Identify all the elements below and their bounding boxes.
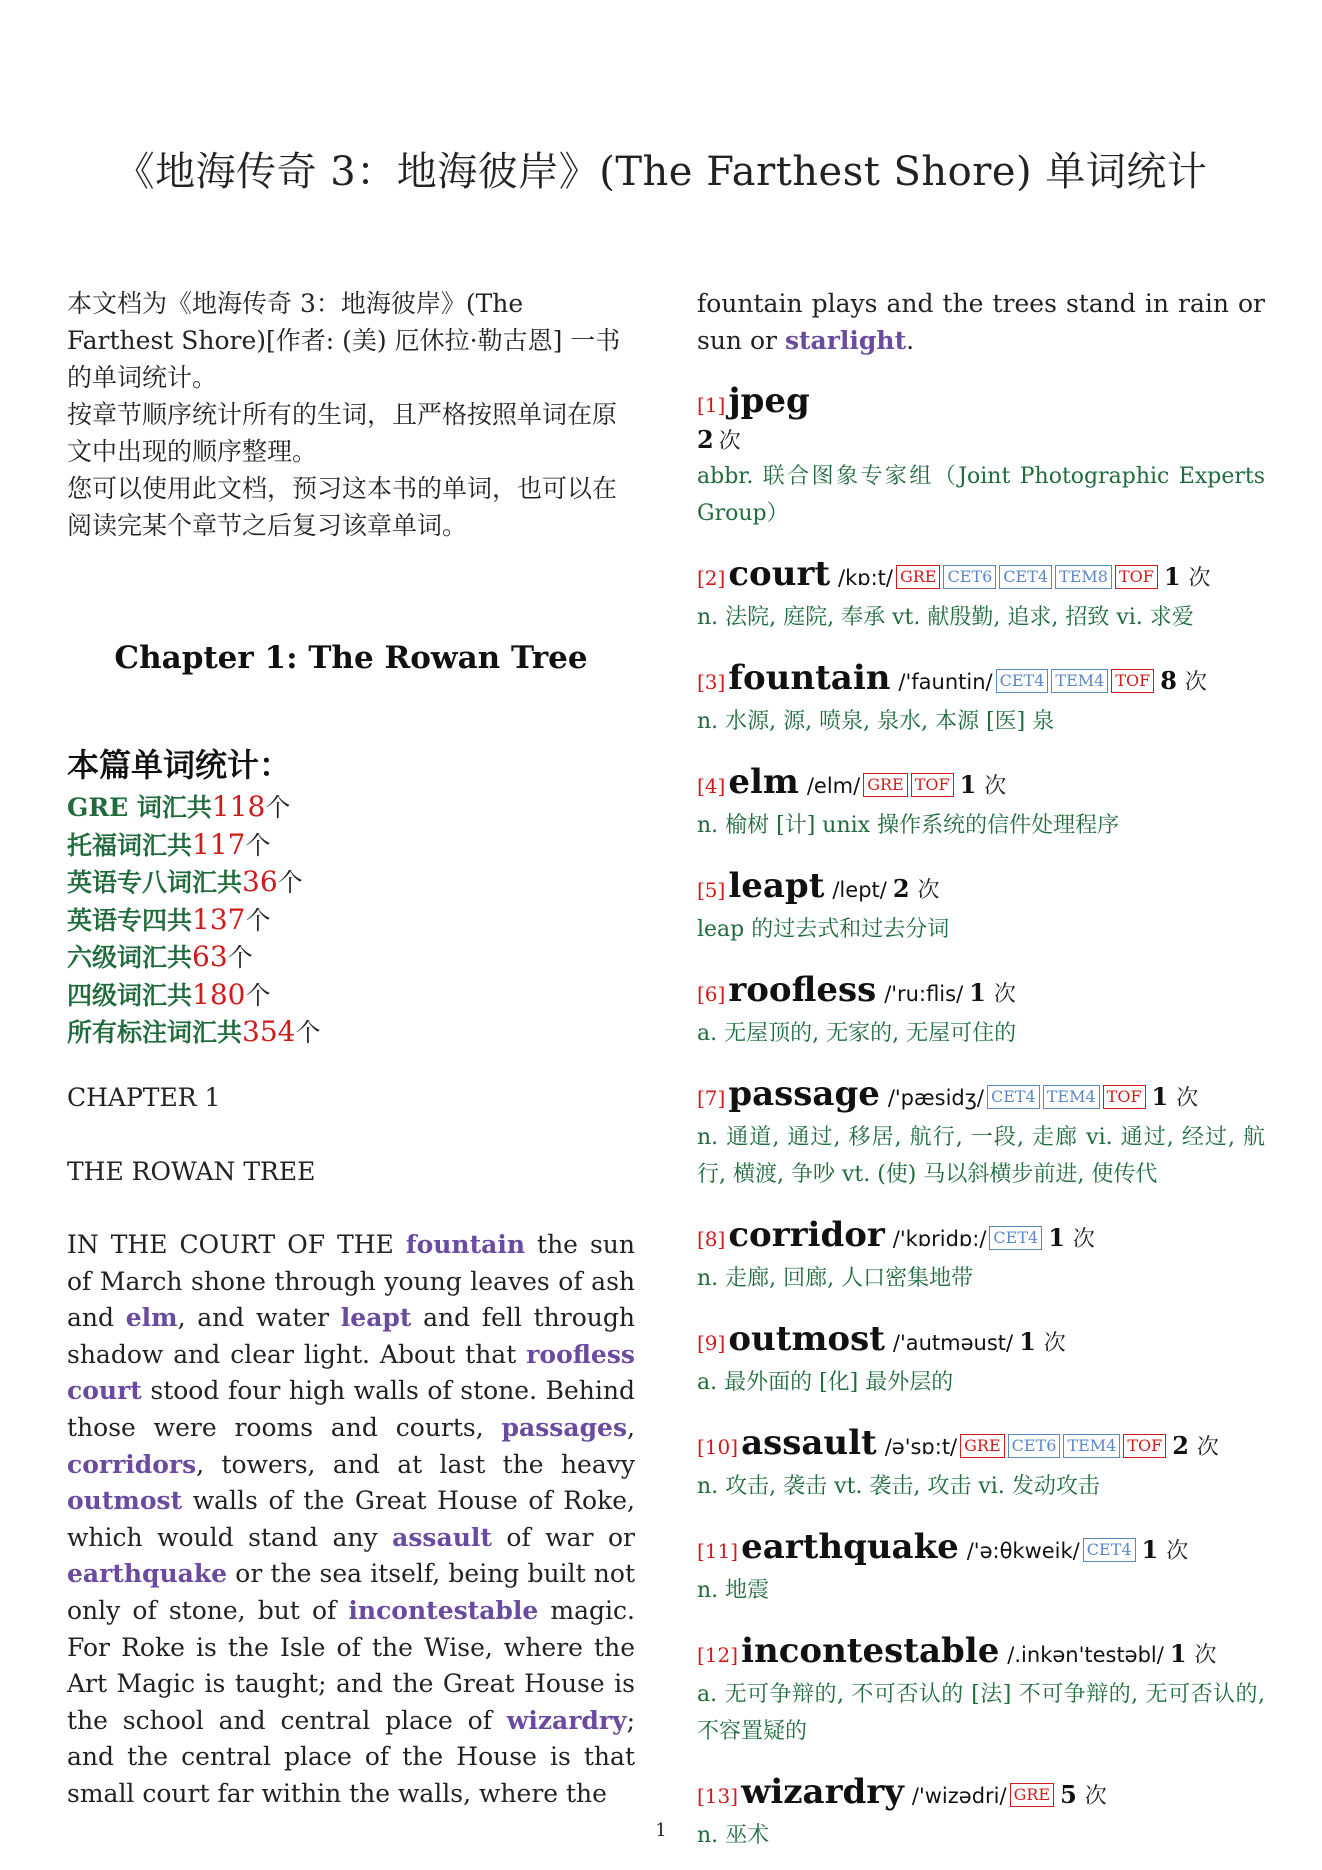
highlighted-word: roofless bbox=[526, 1339, 635, 1369]
exam-tag: CET4 bbox=[987, 1085, 1040, 1109]
exam-tag: TOF bbox=[1115, 565, 1158, 589]
chapter-title: THE ROWAN TREE bbox=[67, 1157, 316, 1186]
stat-label: 英语专四共 bbox=[67, 905, 193, 935]
entry-phonetic: /'kɒridɒ:/ bbox=[892, 1227, 987, 1251]
exam-tag: TOF bbox=[1123, 1434, 1166, 1458]
entry-phonetic: /'wizədri/ bbox=[911, 1784, 1007, 1808]
stat-label: 所有标注词汇共 bbox=[67, 1018, 243, 1047]
vocab-entry bbox=[697, 381, 1265, 532]
count-value: 1 bbox=[1151, 1082, 1169, 1111]
vocab-entry-head bbox=[697, 1074, 1265, 1119]
entry-index: [8] bbox=[697, 1227, 726, 1251]
stat-value: 117 bbox=[192, 827, 246, 861]
chapter-heading: Chapter 1: The Rowan Tree bbox=[114, 640, 588, 676]
stat-line bbox=[67, 789, 635, 827]
vocab-entry-head bbox=[697, 970, 1265, 1015]
count-unit: 次 bbox=[1196, 1435, 1219, 1460]
exam-tag: CET6 bbox=[943, 565, 996, 589]
intro-paragraph: 您可以使用此文档，预习这本书的单词，也可以在阅读完某个章节之后复习该章单词。 bbox=[67, 474, 618, 540]
vocab-entry bbox=[697, 762, 1265, 844]
vocab-entry-head bbox=[697, 1319, 1265, 1364]
page-number: 1 bbox=[655, 1820, 667, 1841]
vocab-entry bbox=[697, 658, 1265, 740]
exam-tag: GRE bbox=[1010, 1783, 1055, 1807]
entry-definition: n. 通道, 通过, 移居, 航行, 一段, 走廊 vi. 通过, 经过, 航行, 横渡, 争吵 vt. (使) 马以斜横步前进, 使传代 bbox=[697, 1125, 1265, 1187]
vocab-entry bbox=[697, 1631, 1265, 1750]
highlighted-word: court bbox=[67, 1376, 142, 1406]
highlighted-word: wizardry bbox=[506, 1705, 627, 1735]
entry-index: [5] bbox=[697, 878, 726, 902]
vocab-column bbox=[697, 285, 1265, 1854]
entry-index: [3] bbox=[697, 670, 726, 694]
entry-word: earthquake bbox=[741, 1527, 959, 1567]
entry-count bbox=[1166, 1431, 1219, 1460]
count-value: 1 bbox=[1169, 1639, 1187, 1668]
stat-label: 六级词汇共 bbox=[67, 943, 193, 972]
entry-index: [12] bbox=[697, 1643, 739, 1667]
stat-value: 137 bbox=[192, 902, 246, 936]
stat-value: 63 bbox=[192, 940, 228, 973]
count-unit: 次 bbox=[1084, 1784, 1107, 1809]
entry-count-line bbox=[697, 425, 1265, 458]
intro-paragraph: 本文档为《地海传奇 3：地海彼岸》(The Farthest Shore)[作者: (美) 厄休拉·勒古恩] 一书的单词统计。 bbox=[67, 289, 621, 392]
entry-count bbox=[1136, 1535, 1189, 1564]
stats-heading: 本篇单词统计： bbox=[67, 746, 292, 784]
entry-definition: a. 最外面的 [化] 最外层的 bbox=[697, 1370, 954, 1395]
count-unit: 次 bbox=[1166, 1539, 1189, 1564]
intro-paragraph: 按章节顺序统计所有的生词，且严格按照单词在原文中出现的顺序整理。 bbox=[67, 400, 618, 466]
count-unit: 次 bbox=[1188, 566, 1211, 591]
exam-tag: TOF bbox=[911, 773, 954, 797]
entry-count bbox=[697, 425, 741, 454]
chapter-label: CHAPTER 1 bbox=[67, 1083, 221, 1112]
entry-index: [2] bbox=[697, 566, 726, 590]
entry-phonetic: /kɒ:t/ bbox=[838, 566, 893, 590]
vocab-entry bbox=[697, 970, 1265, 1052]
vocab-entry bbox=[697, 866, 1265, 948]
count-unit: 次 bbox=[1184, 670, 1207, 695]
entry-word: assault bbox=[741, 1423, 877, 1463]
entry-count bbox=[1164, 1639, 1217, 1668]
entry-phonetic: /'autməust/ bbox=[892, 1331, 1014, 1355]
entry-word: fountain bbox=[728, 658, 891, 698]
highlighted-word: leapt bbox=[340, 1303, 412, 1333]
exam-tag: GRE bbox=[863, 773, 908, 797]
entry-phonetic: /lept/ bbox=[832, 878, 887, 902]
highlighted-word: outmost bbox=[67, 1486, 183, 1516]
entry-phonetic: /ə'sɒ:t/ bbox=[884, 1435, 958, 1459]
highlighted-word: assault bbox=[392, 1522, 492, 1552]
highlighted-word: incontestable bbox=[348, 1595, 539, 1625]
entry-count bbox=[1158, 562, 1211, 591]
count-unit: 次 bbox=[718, 429, 741, 454]
count-unit: 次 bbox=[917, 878, 940, 903]
entry-phonetic: /'fauntin/ bbox=[898, 670, 993, 694]
highlighted-word: elm bbox=[125, 1303, 178, 1333]
exam-tag: TOF bbox=[1103, 1085, 1146, 1109]
entry-definition: n. 法院, 庭院, 奉承 vt. 献殷勤, 追求, 招致 vi. 求爱 bbox=[697, 605, 1194, 630]
stat-label: 英语专八词汇共 bbox=[67, 868, 243, 897]
count-unit: 次 bbox=[1194, 1643, 1217, 1668]
entry-index: [13] bbox=[697, 1784, 739, 1808]
entry-count bbox=[963, 978, 1016, 1007]
vocab-entry-head bbox=[697, 762, 1265, 807]
count-value: 1 bbox=[959, 770, 977, 799]
entry-count bbox=[887, 874, 940, 903]
entry-definition: n. 巫术 bbox=[697, 1823, 770, 1848]
vocab-entry-head bbox=[697, 658, 1265, 703]
count-value: 2 bbox=[892, 874, 910, 903]
entry-definition: leap 的过去式和过去分词 bbox=[697, 917, 950, 942]
stat-label: 托福词汇共 bbox=[67, 830, 193, 860]
stat-line bbox=[67, 1014, 635, 1052]
count-unit: 次 bbox=[1043, 1331, 1066, 1356]
count-unit: 次 bbox=[1176, 1086, 1199, 1111]
entry-count bbox=[1054, 1780, 1107, 1809]
chapter-body-text: IN THE COURT OF THE fountain the sun of March shone through young leaves of ash and elm, and water leapt and fell through shadow and clear light. About that roofless court stood four high walls of stone. Behind those were rooms and courts, passages, corridors, towers, and at last the heavy outmost walls of the Great House of Roke, which would stand any assault of war or earthquake or the sea itself, being built not only of stone, but of incontestable magic. For Roke is the Isle of the Wise, where the Art Magic is taught; and the Great House is the school and central place of wizardry; and the central place of the House is that small court far within the walls, where the bbox=[67, 1230, 635, 1808]
highlighted-word: corridors bbox=[67, 1449, 197, 1479]
count-unit: 次 bbox=[984, 774, 1007, 799]
entry-word: elm bbox=[728, 762, 799, 802]
highlighted-word: earthquake bbox=[67, 1559, 228, 1589]
vocab-entry bbox=[697, 1772, 1265, 1854]
entry-definition: n. 地震 bbox=[697, 1578, 770, 1603]
vocab-entry-head bbox=[697, 866, 1265, 911]
entry-definition: n. 走廊, 回廊, 人口密集地带 bbox=[697, 1266, 974, 1291]
stats-list bbox=[67, 789, 635, 1052]
entry-index: [6] bbox=[697, 982, 726, 1006]
vocab-entry bbox=[697, 1527, 1265, 1609]
entry-definition: n. 榆树 [计] unix 操作系统的信件处理程序 bbox=[697, 813, 1120, 838]
count-value: 5 bbox=[1060, 1780, 1077, 1809]
entry-word: outmost bbox=[728, 1319, 885, 1359]
entry-phonetic: /.inkən'testəbl/ bbox=[1007, 1643, 1164, 1667]
entry-phonetic: /'pæsidʒ/ bbox=[887, 1086, 984, 1110]
entry-phonetic: /'ru:flis/ bbox=[884, 982, 964, 1006]
exam-tag: TEM4 bbox=[1063, 1434, 1120, 1458]
body-continuation: fountain plays and the trees stand in rain or sun or starlight. bbox=[697, 289, 1265, 355]
vocab-entry-head bbox=[697, 1772, 1265, 1817]
exam-tag: TEM4 bbox=[1051, 669, 1108, 693]
vocab-entry bbox=[697, 1074, 1265, 1193]
vocab-list bbox=[697, 381, 1265, 1854]
count-value: 8 bbox=[1160, 666, 1177, 695]
exam-tag: CET4 bbox=[989, 1226, 1042, 1250]
vocab-entry bbox=[697, 1215, 1265, 1297]
count-unit: 次 bbox=[993, 982, 1016, 1007]
entry-word: passage bbox=[728, 1074, 880, 1114]
stat-unit: 个 bbox=[265, 793, 291, 822]
stat-value: 118 bbox=[211, 790, 266, 823]
vocab-entry-head bbox=[697, 1215, 1265, 1260]
stat-label: GRE 词汇共 bbox=[67, 793, 212, 822]
entry-word: court bbox=[728, 554, 831, 594]
stat-unit: 个 bbox=[295, 1018, 321, 1047]
count-value: 2 bbox=[1172, 1431, 1189, 1460]
stat-label: 四级词汇共 bbox=[67, 980, 193, 1010]
entry-word: wizardry bbox=[741, 1772, 904, 1812]
entry-word: jpeg bbox=[728, 381, 810, 421]
entry-word: roofless bbox=[728, 970, 877, 1010]
count-value: 1 bbox=[1163, 562, 1181, 591]
intro-section bbox=[67, 285, 635, 544]
highlighted-word: starlight bbox=[784, 326, 907, 355]
word-stats bbox=[67, 745, 635, 1052]
entry-phonetic: /'ə:θkweik/ bbox=[966, 1539, 1080, 1563]
vocab-entry-head bbox=[697, 381, 1265, 425]
entry-count bbox=[1042, 1223, 1095, 1252]
exam-tag: GRE bbox=[896, 565, 941, 589]
stat-line bbox=[67, 939, 635, 977]
highlighted-word: passages bbox=[501, 1412, 628, 1442]
entry-index: [7] bbox=[697, 1086, 726, 1110]
entry-word: corridor bbox=[728, 1215, 885, 1255]
entry-count bbox=[1146, 1082, 1199, 1111]
stat-line bbox=[67, 977, 635, 1015]
exam-tag: CET4 bbox=[996, 669, 1049, 693]
exam-tag: GRE bbox=[960, 1434, 1005, 1458]
stat-unit: 个 bbox=[245, 830, 271, 860]
entry-definition: a. 无屋顶的, 无家的, 无屋可住的 bbox=[697, 1021, 1017, 1046]
entry-index: [10] bbox=[697, 1435, 739, 1459]
vocab-entry bbox=[697, 1423, 1265, 1505]
vocab-entry-head bbox=[697, 1527, 1265, 1572]
count-value: 1 bbox=[1048, 1223, 1065, 1252]
stat-unit: 个 bbox=[277, 868, 303, 897]
vocab-entry bbox=[697, 1319, 1265, 1401]
stat-line bbox=[67, 827, 635, 865]
stat-unit: 个 bbox=[227, 943, 253, 972]
entry-count bbox=[954, 770, 1007, 799]
stat-unit: 个 bbox=[245, 980, 271, 1010]
exam-tag: CET4 bbox=[1083, 1538, 1136, 1562]
entry-definition: abbr. 联合图象专家组（Joint Photographic Experts Group） bbox=[697, 464, 1265, 526]
count-value: 1 bbox=[969, 978, 986, 1007]
stat-line bbox=[67, 902, 635, 940]
vocab-entry-head bbox=[697, 1423, 1265, 1468]
entry-definition: n. 攻击, 袭击 vt. 袭击, 攻击 vi. 发动攻击 bbox=[697, 1474, 1100, 1499]
entry-definition: a. 无可争辩的, 不可否认的 [法] 不可争辩的, 无可否认的, 不容置疑的 bbox=[697, 1682, 1265, 1744]
entry-index: [4] bbox=[697, 774, 726, 798]
entry-word: leapt bbox=[728, 866, 825, 906]
highlighted-word: fountain bbox=[405, 1230, 526, 1259]
vocab-entry bbox=[697, 554, 1265, 636]
exam-tag: CET4 bbox=[999, 565, 1052, 589]
stat-value: 36 bbox=[242, 865, 278, 898]
exam-tag: TOF bbox=[1111, 669, 1154, 693]
entry-count bbox=[1154, 666, 1207, 695]
entry-index: [11] bbox=[697, 1539, 739, 1563]
count-value: 1 bbox=[1141, 1535, 1159, 1564]
stat-line bbox=[67, 864, 635, 902]
vocab-entry-head bbox=[697, 554, 1265, 599]
count-value: 1 bbox=[1019, 1327, 1036, 1356]
entry-index: [1] bbox=[697, 393, 726, 417]
entry-phonetic: /elm/ bbox=[806, 774, 861, 798]
exam-tag: TEM4 bbox=[1043, 1085, 1100, 1109]
vocab-entry-head bbox=[697, 1631, 1265, 1676]
page-title: 《地海传奇 3：地海彼岸》(The Farthest Shore) 单词统计 bbox=[114, 149, 1208, 195]
entry-definition: n. 水源, 源, 喷泉, 泉水, 本源 [医] 泉 bbox=[697, 709, 1055, 734]
stat-unit: 个 bbox=[245, 905, 271, 935]
entry-index: [9] bbox=[697, 1331, 726, 1355]
entry-count bbox=[1013, 1327, 1066, 1356]
stat-value: 354 bbox=[242, 1015, 296, 1048]
exam-tag: CET6 bbox=[1008, 1434, 1061, 1458]
entry-word: incontestable bbox=[741, 1631, 1000, 1671]
stat-value: 180 bbox=[192, 977, 246, 1011]
exam-tag: TEM8 bbox=[1055, 565, 1112, 589]
count-value: 2 bbox=[697, 425, 714, 454]
count-unit: 次 bbox=[1072, 1227, 1095, 1252]
